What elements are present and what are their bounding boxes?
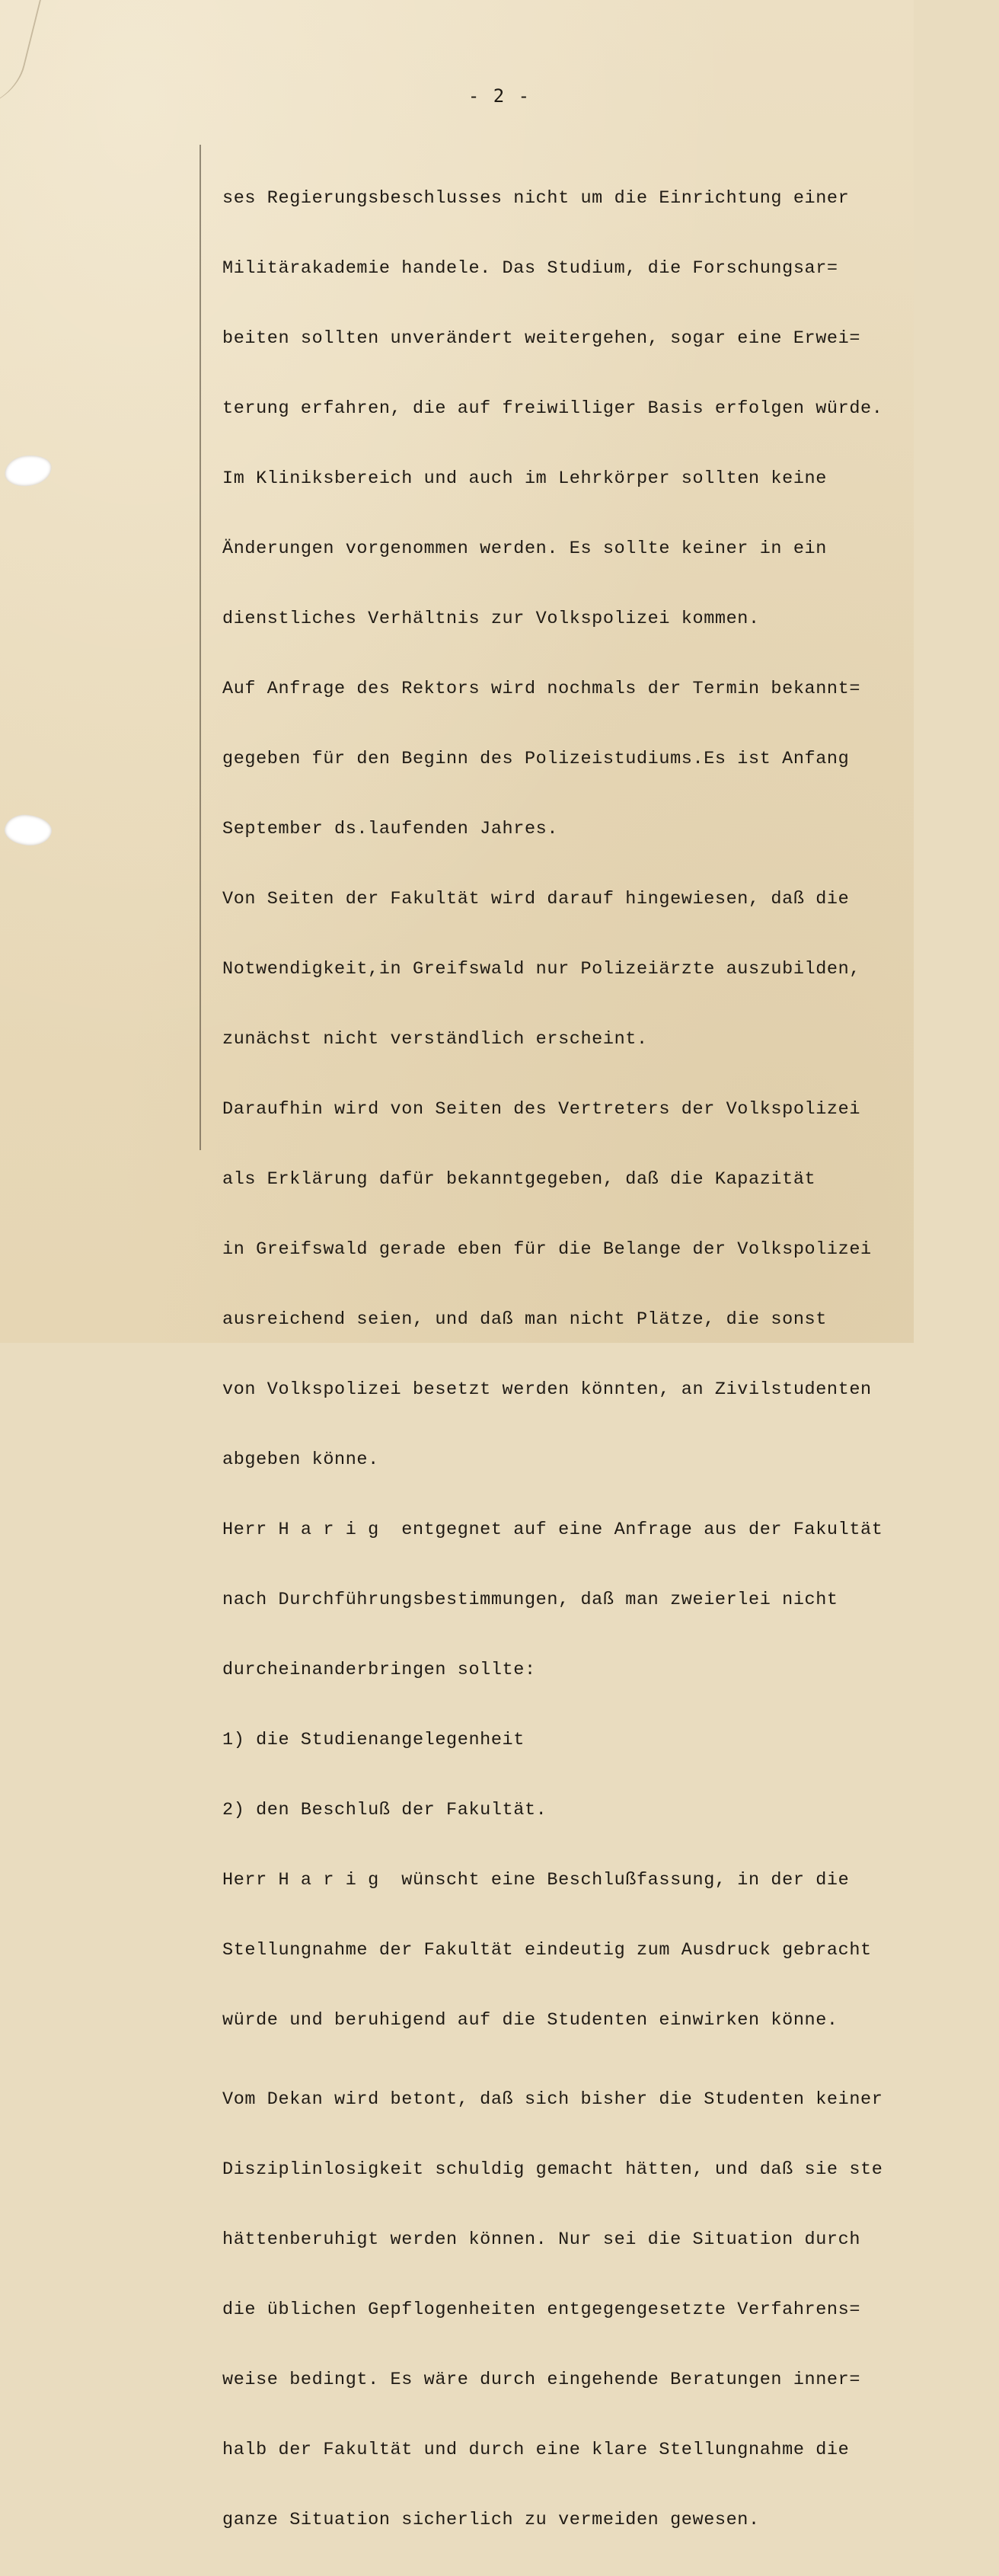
text-line: 2) den Beschluß der Fakultät. xyxy=(222,1800,547,1820)
text-line: ganze Situation sicherlich zu vermeiden gewesen. xyxy=(222,2510,760,2530)
text-line: September ds.laufenden Jahres. xyxy=(222,819,559,839)
text-line: Herr H a r i g wünscht eine Beschlußfassung, in der die xyxy=(222,1870,850,1890)
text-line: Herr H a r i g entgegnet auf eine Anfrage aus der Fakultät xyxy=(222,1520,883,1540)
text-line: ausreichend seien, und daß man nicht Plätze, die sonst xyxy=(222,1309,827,1330)
text-line: Im Kliniksbereich und auch im Lehrkörper sollten keine xyxy=(222,468,827,489)
text-line: Daraufhin wird von Seiten des Vertreters der Volkspolizei xyxy=(222,1099,861,1120)
text-line: durcheinanderbringen sollte: xyxy=(222,1660,536,1680)
text-line: zunächst nicht verständlich erscheint. xyxy=(222,1029,648,1050)
text-line: gegeben für den Beginn des Polizeistudiums.Es ist Anfang xyxy=(222,749,850,769)
text-line: halb der Fakultät und durch eine klare Stellungnahme die xyxy=(222,2440,850,2460)
text-line: die üblichen Gepflogenheiten entgegengesetzte Verfahrens= xyxy=(222,2300,861,2320)
text-line: terung erfahren, die auf freiwilliger Basis erfolgen würde. xyxy=(222,398,883,419)
text-line: 1) die Studienangelegenheit xyxy=(222,1730,525,1750)
text-line: Militärakademie handele. Das Studium, die Forschungsar= xyxy=(222,258,838,279)
text-line: Vom Dekan wird betont, daß sich bisher die Studenten keiner xyxy=(222,2089,883,2110)
punch-hole-top xyxy=(3,452,54,489)
text-line: Änderungen vorgenommen werden. Es sollte keiner in ein xyxy=(222,539,827,559)
text-line: Auf Anfrage des Rektors wird nochmals der Termin bekannt= xyxy=(222,679,861,699)
text-line: als Erklärung dafür bekanntgegeben, daß die Kapazität xyxy=(222,1169,816,1190)
text-line: in Greifswald gerade eben für die Belange der Volkspolizei xyxy=(222,1239,872,1260)
text-line: beiten sollten unverändert weitergehen, sogar eine Erwei= xyxy=(222,328,861,349)
text-line: von Volkspolizei besetzt werden könnten, an Zivilstudenten xyxy=(222,1379,872,1400)
text-line: dienstliches Verhältnis zur Volkspolizei kommen. xyxy=(222,609,760,629)
text-line: hättenberuhigt werden können. Nur sei die Situation durch xyxy=(222,2229,861,2250)
typed-body-text xyxy=(222,143,908,2576)
text-line: abgeben könne. xyxy=(222,1449,379,1470)
text-line: Von Seiten der Fakultät wird darauf hingewiesen, daß die xyxy=(222,889,850,909)
text-line: weise bedingt. Es wäre durch eingehende Beratungen inner= xyxy=(222,2370,861,2390)
pencil-margin-line xyxy=(199,145,201,1150)
text-line: nach Durchführungsbestimmungen, daß man zweierlei nicht xyxy=(222,1590,838,1610)
text-line: ses Regierungsbeschlusses nicht um die Einrichtung einer xyxy=(222,188,850,209)
text-line: Stellungnahme der Fakultät eindeutig zum Ausdruck gebracht xyxy=(222,1940,872,1961)
text-line: Notwendigkeit,in Greifswald nur Polizeiärzte auszubilden, xyxy=(222,959,861,980)
page-number: - 2 - xyxy=(468,85,531,107)
punch-hole-bottom xyxy=(3,813,53,848)
text-line: würde und beruhigend auf die Studenten einwirken könne. xyxy=(222,2010,838,2031)
text-line: Disziplinlosigkeit schuldig gemacht hätten, und daß sie ste xyxy=(222,2159,883,2180)
